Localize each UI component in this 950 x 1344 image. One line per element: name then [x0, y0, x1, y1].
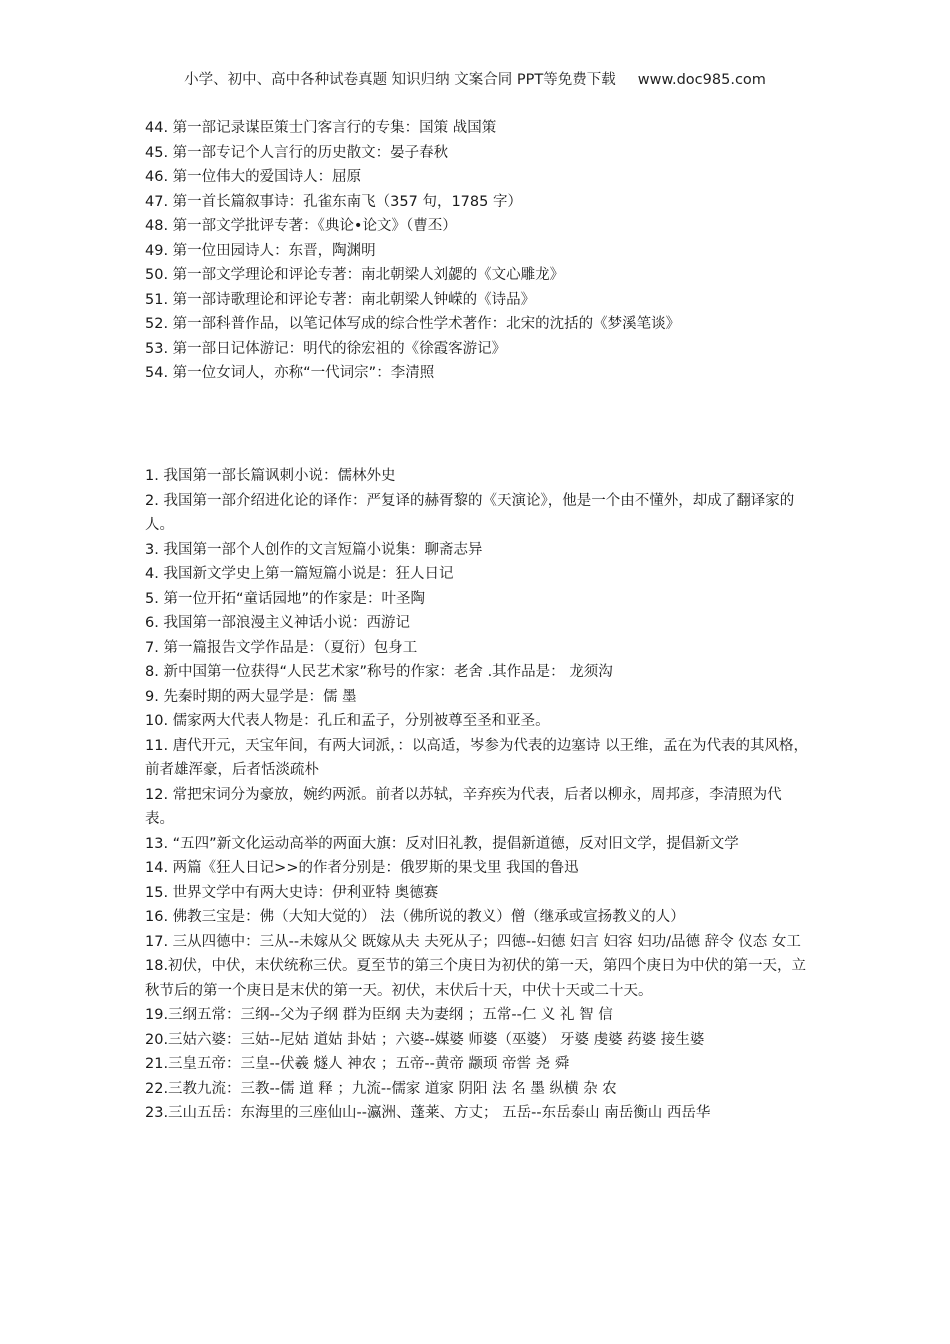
list-item: 46. 第一位伟大的爱国诗人：屈原	[145, 169, 362, 185]
list-item: 18.初伏，中伏，末伏统称三伏。夏至节的第三个庚日为初伏的第一天，第四个庚日为中伏的第一天，立秋节后的第一个庚日是末伏的第一天。初伏，末伏后十天，中伏十天或二十天。	[145, 958, 807, 999]
list-item: 5. 第一位开拓“童话园地”的作家是：叶圣陶	[145, 590, 425, 607]
list-item: 4. 我国新文学史上第一篇短篇小说是：狂人日记	[145, 566, 454, 582]
literature-firsts-list-part-1	[145, 116, 809, 386]
list-item: 48. 第一部文学批评专著：《典论•论文》（曹丕）	[145, 218, 457, 234]
list-item: 14. 两篇《狂人日记>>的作者分别是：俄罗斯的果戈里 我国的鲁迅	[145, 860, 579, 876]
list-item: 45. 第一部专记个人言行的历史散文：晏子春秋	[145, 144, 449, 161]
list-item: 3. 我国第一部个人创作的文言短篇小说集：聊斋志异	[145, 541, 483, 558]
list-item: 54. 第一位女词人，亦称“一代词宗”：李清照	[145, 365, 435, 381]
list-item: 49. 第一位田园诗人：东晋，陶渊明	[145, 242, 376, 259]
list-item: 7. 第一篇报告文学作品是：（夏衍）包身工	[145, 639, 418, 656]
list-item: 16. 佛教三宝是：佛（大知大觉的） 法（佛所说的教义）僧（继承或宣扬教义的人）	[145, 909, 685, 925]
list-item: 10. 儒家两大代表人物是：孔丘和孟子，分别被尊至圣和亚圣。	[145, 713, 550, 729]
list-item: 53. 第一部日记体游记：明代的徐宏祖的《徐霞客游记》	[145, 340, 507, 357]
list-item: 6. 我国第一部浪漫主义神话小说：西游记	[145, 615, 410, 631]
list-item: 21.三皇五帝：三皇--伏羲 燧人 神农 ；五帝--黄帝 颛顼 帝喾 尧 舜	[145, 1056, 570, 1072]
list-item: 15. 世界文学中有两大史诗：伊利亚特 奥德赛	[145, 884, 439, 901]
list-item: 50. 第一部文学理论和评论专著：南北朝梁人刘勰的《文心雕龙》	[145, 267, 565, 283]
list-item: 44. 第一部记录谋臣策士门客言行的专集：国策 战国策	[145, 120, 497, 136]
list-item: 22.三教九流：三教--儒 道 释 ；九流--儒家 道家 阴阳 法 名 墨 纵横 杂 农	[145, 1080, 617, 1097]
list-item: 20.三姑六婆：三姑--尼姑 道姑 卦姑 ；六婆--媒婆 师婆（巫婆） 牙婆 虔婆 药婆 接生婆	[145, 1031, 705, 1048]
list-item: 23.三山五岳：东海里的三座仙山--瀛洲、蓬莱、方丈； 五岳--东岳泰山 南岳衡山 西岳华	[145, 1105, 711, 1121]
list-item: 13. “五四”新文化运动高举的两面大旗：反对旧礼教，提倡新道德，反对旧文学，提倡新文学	[145, 835, 739, 852]
list-item: 19.三纲五常：三纲--父为子纲 群为臣纲 夫为妻纲 ；五常--仁 义 礼 智 信	[145, 1007, 613, 1023]
literature-knowledge-list-part-2	[145, 464, 809, 1126]
list-item: 17. 三从四德中：三从--未嫁从父 既嫁从夫 夫死从子；四德--妇德 妇言 妇容 妇功/品德 辞令 仪态 女工	[145, 933, 801, 950]
header-site-url[interactable]: www.doc985.com	[637, 72, 766, 88]
list-item: 1. 我国第一部长篇讽刺小说：儒林外史	[145, 468, 396, 484]
list-item: 9. 先秦时期的两大显学是：儒 墨	[145, 688, 357, 705]
page-header	[0, 68, 950, 89]
list-item: 2. 我国第一部介绍进化论的译作：严复译的赫胥黎的《天演论》，他是一个由不懂外，却成了翻译家的人。	[145, 492, 795, 533]
list-item: 51. 第一部诗歌理论和评论专著：南北朝梁人钟嵘的《诗品》	[145, 291, 536, 308]
list-item: 47. 第一首长篇叙事诗：孔雀东南飞（357 句，1785 字）	[145, 193, 522, 210]
list-item: 11. 唐代开元，天宝年间，有两大词派，：以高适，岑参为代表的边塞诗 以王维，孟在为代表的其风格，前者雄浑豪，后者恬淡疏朴	[145, 737, 809, 778]
list-item: 8. 新中国第一位获得“人民艺术家”称号的作家：老舍 .其作品是： 龙须沟	[145, 664, 613, 680]
list-item: 52. 第一部科普作品，以笔记体写成的综合性学术著作：北宋的沈括的《梦溪笔谈》	[145, 316, 681, 332]
list-item: 12. 常把宋词分为豪放，婉约两派。前者以苏轼，辛弃疾为代表，后者以柳永，周邦彦，李清照为代表。	[145, 786, 782, 827]
header-slogan: 小学、初中、高中各种试卷真题 知识归纳 文案合同 PPT等免费下载	[184, 72, 616, 88]
